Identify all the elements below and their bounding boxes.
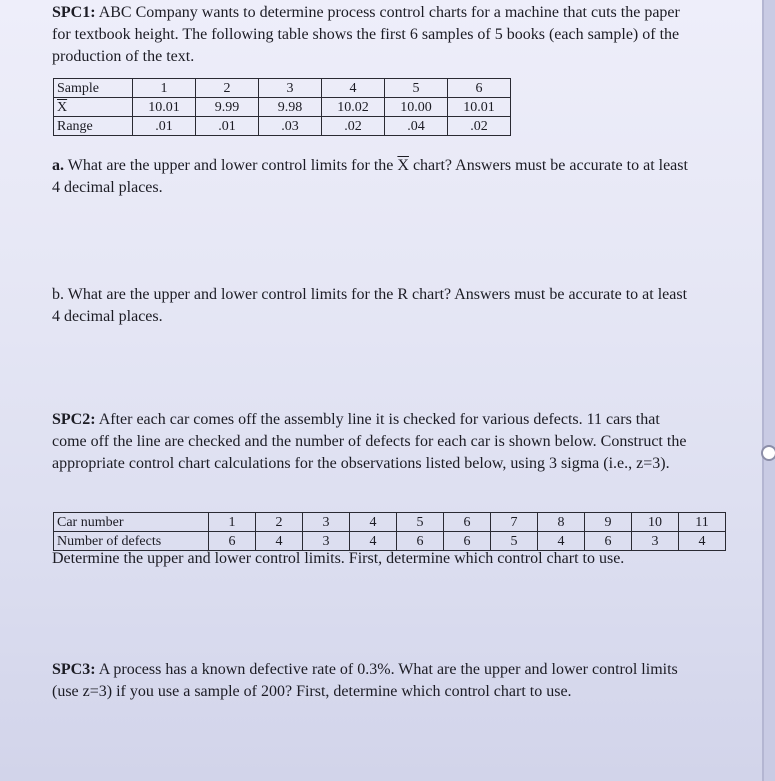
defect-cell: 4 xyxy=(256,532,303,551)
defect-cell: 6 xyxy=(444,532,491,551)
car-cell: 9 xyxy=(585,513,632,532)
defect-cell: 5 xyxy=(491,532,538,551)
spc3-label: SPC3: xyxy=(52,661,96,678)
sample-cell: 4 xyxy=(322,79,385,98)
row-label-defects: Number of defects xyxy=(54,532,209,551)
row-label-xbar xyxy=(54,98,133,117)
car-cell: 4 xyxy=(350,513,397,532)
spc2-defects-table xyxy=(53,512,726,551)
defect-cell: 3 xyxy=(632,532,679,551)
range-cell: .04 xyxy=(385,117,448,136)
sample-cell: 3 xyxy=(259,79,322,98)
spc1-question-a xyxy=(52,155,692,199)
xbar-cell: 9.99 xyxy=(196,98,259,117)
xbar-cell: 10.02 xyxy=(322,98,385,117)
car-cell: 11 xyxy=(679,513,726,532)
sample-cell: 2 xyxy=(196,79,259,98)
table-row-xbar xyxy=(54,98,511,117)
range-cell: .02 xyxy=(448,117,511,136)
range-cell: .01 xyxy=(196,117,259,136)
spc1-text: ABC Company wants to determine process control charts for a machine that cuts the paper for textbook height. The following table shows the first 6 samples of 5 books (each sample) of the production of the text. xyxy=(52,4,680,65)
car-cell: 8 xyxy=(538,513,585,532)
spc1-samples-table xyxy=(53,78,511,136)
spc2-problem xyxy=(52,409,692,475)
table-row-car-number xyxy=(54,513,726,532)
defect-cell: 3 xyxy=(303,532,350,551)
car-cell: 7 xyxy=(491,513,538,532)
car-cell: 2 xyxy=(256,513,303,532)
spc2-text: After each car comes off the assembly line it is checked for various defects. 11 cars that come off the line are checked and the number of defects for each car is shown below. Construct the appropriate control chart calculations for the observations listed below, using 3 sigma (i.e., z=3). xyxy=(52,411,687,472)
spc1-problem xyxy=(52,2,692,68)
row-label-range: Range xyxy=(54,117,133,136)
defect-cell: 6 xyxy=(397,532,444,551)
range-cell: .03 xyxy=(259,117,322,136)
spc1-question-b: b. What are the upper and lower control limits for the R chart? Answers must be accurate to at least 4 decimal places. xyxy=(52,286,688,325)
question-a-label: a. xyxy=(52,157,64,174)
car-cell: 6 xyxy=(444,513,491,532)
sample-cell: 5 xyxy=(385,79,448,98)
car-cell: 5 xyxy=(397,513,444,532)
car-cell: 3 xyxy=(303,513,350,532)
xbar-cell: 10.01 xyxy=(133,98,196,117)
sample-cell: 6 xyxy=(448,79,511,98)
car-cell: 1 xyxy=(209,513,256,532)
sample-cell: 1 xyxy=(133,79,196,98)
car-cell: 10 xyxy=(632,513,679,532)
table-row-sample xyxy=(54,79,511,98)
question-a-text-start: What are the upper and lower control limits for the xyxy=(67,157,394,174)
range-cell: .02 xyxy=(322,117,385,136)
spc3-problem xyxy=(52,659,692,703)
spc2-label: SPC2: xyxy=(52,411,96,428)
table-row-range xyxy=(54,117,511,136)
question-a-xbar: $\overline{X}$ xyxy=(397,157,409,174)
defect-cell: 4 xyxy=(538,532,585,551)
defect-cell: 6 xyxy=(585,532,632,551)
spc3-text: A process has a known defective rate of 0.3%. What are the upper and lower control limits (use z=3) if you use a sample of 200? First, determine which control chart to use. xyxy=(52,661,678,700)
defect-cell: 4 xyxy=(350,532,397,551)
ring-hole-icon xyxy=(761,445,775,461)
defect-cell: 4 xyxy=(679,532,726,551)
question-a-text-end: chart? Answers must be accurate to at least 4 decimal places. xyxy=(52,157,688,196)
spc1-label: SPC1: xyxy=(52,4,96,21)
xbar-symbol: $\overline{X}$ xyxy=(57,99,68,115)
defect-cell: 6 xyxy=(209,532,256,551)
spc2-instruction: Determine the upper and lower control limits. First, determine which control chart to use. xyxy=(52,550,625,567)
row-label-sample: Sample xyxy=(54,79,133,98)
range-cell: .01 xyxy=(133,117,196,136)
xbar-cell: 10.00 xyxy=(385,98,448,117)
xbar-cell: 9.98 xyxy=(259,98,322,117)
row-label-car-number: Car number xyxy=(54,513,209,532)
xbar-cell: 10.01 xyxy=(448,98,511,117)
